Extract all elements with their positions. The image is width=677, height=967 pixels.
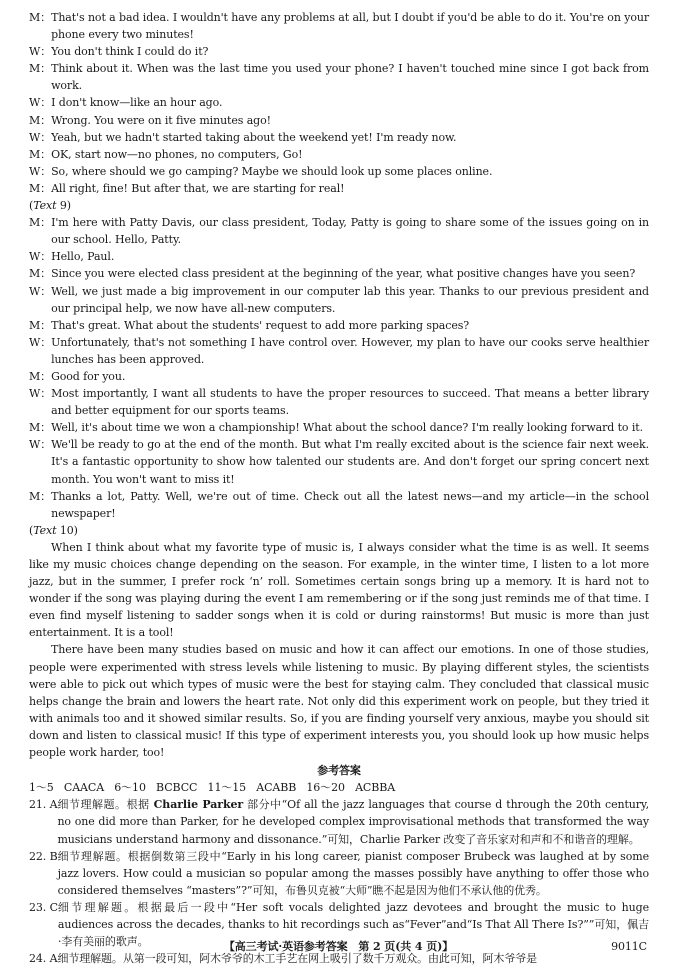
text10-paragraph-1: When I think about what my favorite type of music is, I always consider what the time is as well. It seems like my music choices change depending on the season. For example, in the winter time, I listen to a lot more jazz, but in the summer, I prefer rock ‘n’ roll. Sometimes certain songs bring up a memory. It is hard not to wonder if the song was playing during the event I am remembering or if the song just reminds me of that time. I even find myself listening to sadder songs when it is cold or during rainstorms! But music is more than just entertainment. It is a tool! xyxy=(29,540,649,640)
text9-label xyxy=(29,197,649,214)
text10-label xyxy=(29,522,649,539)
dialogue-line xyxy=(29,436,649,487)
dialogue-text: Thanks a lot, Patty. Well, we're out of time. Check out all the latest news—and my article—in the school newspaper! xyxy=(51,489,649,520)
dialogue-text: Yeah, but we hadn't started taking about the weekend yet! I'm ready now. xyxy=(51,130,457,144)
speaker-label: M： xyxy=(29,267,52,281)
speaker-label: W： xyxy=(29,164,52,178)
dialogue-line xyxy=(29,214,649,248)
speaker-label: W： xyxy=(29,96,52,110)
answers-title: 参考答案 xyxy=(317,764,361,778)
answer-bold-text: Charlie Parker xyxy=(153,798,244,812)
answer-explanation xyxy=(57,796,649,847)
answer-pre-text: 细节理解题。根据倒数第三段中“Early in his long career, pianist composer Brubeck was laughed at by some jazz lovers. How could a musician so popular among the masses possibly have anything to offer those who considered themselves “masters”?”可知，布鲁贝克被“大师”瞧不起是因为他们不承认他的优秀。 xyxy=(57,849,649,897)
answer-number: 24. A xyxy=(29,952,58,966)
dialogue-text: Well, it's about time we won a championship! What about the school dance? I'm really looking forward to it. xyxy=(51,421,643,435)
answer-pre-text: 细节理解题。从第一段可知，阿木爷爷的木工手艺在网上吸引了数千万观众。由此可知，阿木爷爷是 xyxy=(57,952,538,966)
answer-number: 23. C xyxy=(29,900,58,914)
dialogue-line xyxy=(29,146,649,163)
dialogue-line xyxy=(29,334,649,368)
dialogue-line xyxy=(29,385,649,419)
speaker-label: M： xyxy=(29,369,52,383)
text9-label-num: 9) xyxy=(56,199,71,213)
dialogue-line xyxy=(29,112,649,129)
dialogue-text: Wrong. You were on it five minutes ago! xyxy=(51,113,271,127)
page-footer: 【高三考试·英语参考答案 第 2 页(共 4 页)】 xyxy=(223,939,454,953)
answer-item xyxy=(29,848,649,899)
speaker-label: M： xyxy=(29,62,52,76)
dialogue-line xyxy=(29,43,649,60)
answer-key-row: 1～5 CAACA 6～10 BCBCC 11～15 ACABB 16～20 ACBBA xyxy=(29,781,396,795)
answer-item xyxy=(29,796,649,847)
dialogue-line xyxy=(29,265,649,282)
dialogue-text: We'll be ready to go at the end of the month. But what I'm really excited about is the science fair next week. It's a fantastic opportunity to show how talented our students are. And don't forget our spring concert next month. You won't want to miss it! xyxy=(51,438,649,486)
text10-label-num: 10) xyxy=(56,523,78,537)
dialogue-line xyxy=(29,129,649,146)
speaker-label: M： xyxy=(29,421,52,435)
answer-pre-text: 细节理解题。根据 xyxy=(57,798,154,812)
dialogue-text: I'm here with Patty Davis, our class president, Today, Patty is going to share some of the issues going on in our school. Hello, Patty. xyxy=(51,216,649,247)
dialogue-text9 xyxy=(29,214,649,522)
answer-post-text: 部分中“Of all the jazz languages that course d through the 20th century, no one did more than Parker, for he developed complex improvisational methods that transformed the way musicians understand harmony and dissonance.”可知，Charlie Parker 改变了音乐家对和声和不和谐音的理解。 xyxy=(57,798,649,846)
answer-number: 21. A xyxy=(29,798,58,812)
dialogue-text: Unfortunately, that's not something I have control over. However, my plan to have our cooks serve healthier lunches has been approved. xyxy=(51,335,649,366)
answer-number: 22. B xyxy=(29,849,58,863)
speaker-label: M： xyxy=(29,318,52,332)
dialogue-text8 xyxy=(29,9,649,197)
answer-explanation xyxy=(58,848,649,899)
dialogue-text: Most importantly, I want all students to have the proper resources to succeed. That means a better library and better equipment for our sports teams. xyxy=(51,387,649,418)
speaker-label: W： xyxy=(29,335,52,349)
speaker-label: M： xyxy=(29,489,52,503)
text10-label-word: Text xyxy=(33,523,57,537)
speaker-label: M： xyxy=(29,147,52,161)
speaker-label: W： xyxy=(29,45,52,59)
paper-code: 9011C xyxy=(611,939,647,953)
dialogue-text: Since you were elected class president at the beginning of the year, what positive changes have you seen? xyxy=(51,267,636,281)
speaker-label: M： xyxy=(29,113,52,127)
dialogue-line xyxy=(29,419,649,436)
dialogue-line xyxy=(29,163,649,180)
text10-paragraph-2: There have been many studies based on music and how it can affect our emotions. In one of those studies, people were experimented with stress levels while listening to music. By playing different styles, the scientists were able to pick out which types of music were the best for staying calm. They concluded that classical music helps change the brain and lowers the heart rate. Not only did this experiment work on people, but they tried it with animals too and it showed similar results. So, if you are finding yourself very anxious, maybe you should sit down and listen to classical music! If this type of experiment interests you, you should look up how music helps people work harder, too! xyxy=(29,643,649,760)
dialogue-line xyxy=(29,283,649,317)
dialogue-line xyxy=(29,317,649,334)
speaker-label: M： xyxy=(29,11,52,24)
speaker-label: M： xyxy=(29,216,52,230)
dialogue-text: You don't think I could do it? xyxy=(51,45,209,59)
speaker-label: W： xyxy=(29,284,52,298)
dialogue-text: Well, we just made a big improvement in our computer lab this year. Thanks to our previous president and our principal help, we now have all-new computers. xyxy=(51,284,649,315)
dialogue-line xyxy=(29,248,649,265)
speaker-label: W： xyxy=(29,250,52,264)
dialogue-text: So, where should we go camping? Maybe we should look up some places online. xyxy=(51,164,493,178)
speaker-label: W： xyxy=(29,387,52,401)
dialogue-line xyxy=(29,180,649,197)
text10-label-open: ( xyxy=(29,523,34,537)
dialogue-text: Good for you. xyxy=(51,369,126,383)
dialogue-text: That's great. What about the students' request to add more parking spaces? xyxy=(51,318,470,332)
text9-label-open: ( xyxy=(29,199,34,213)
answer-pre-text: 细节理解题。根据最后一段中“Her soft vocals delighted jazz devotees and brought the music to huge audiences across the decades, thanks to hit recordings such as“Fever”and“Is That All There Is?””可知，佩吉·李有美丽的歌声。 xyxy=(57,900,649,949)
dialogue-text: I don't know—like an hour ago. xyxy=(51,96,223,110)
dialogue-text: That's not a bad idea. I wouldn't have any problems at all, but I doubt if you'd be able to do it. You're on your phone every two minutes! xyxy=(51,11,649,42)
speaker-label: W： xyxy=(29,438,52,452)
dialogue-line xyxy=(29,488,649,522)
dialogue-line xyxy=(29,60,649,94)
dialogue-line xyxy=(29,9,649,43)
speaker-label: M： xyxy=(29,181,52,195)
text9-label-word: Text xyxy=(33,199,57,213)
dialogue-text: All right, fine! But after that, we are starting for real! xyxy=(51,181,345,195)
dialogue-text: Hello, Paul. xyxy=(51,250,115,264)
dialogue-line xyxy=(29,368,649,385)
dialogue-text: OK, start now—no phones, no computers, Go! xyxy=(51,147,303,161)
speaker-label: W： xyxy=(29,130,52,144)
dialogue-text: Think about it. When was the last time you used your phone? I haven't touched mine since I got back from work. xyxy=(51,62,649,93)
dialogue-line xyxy=(29,94,649,111)
